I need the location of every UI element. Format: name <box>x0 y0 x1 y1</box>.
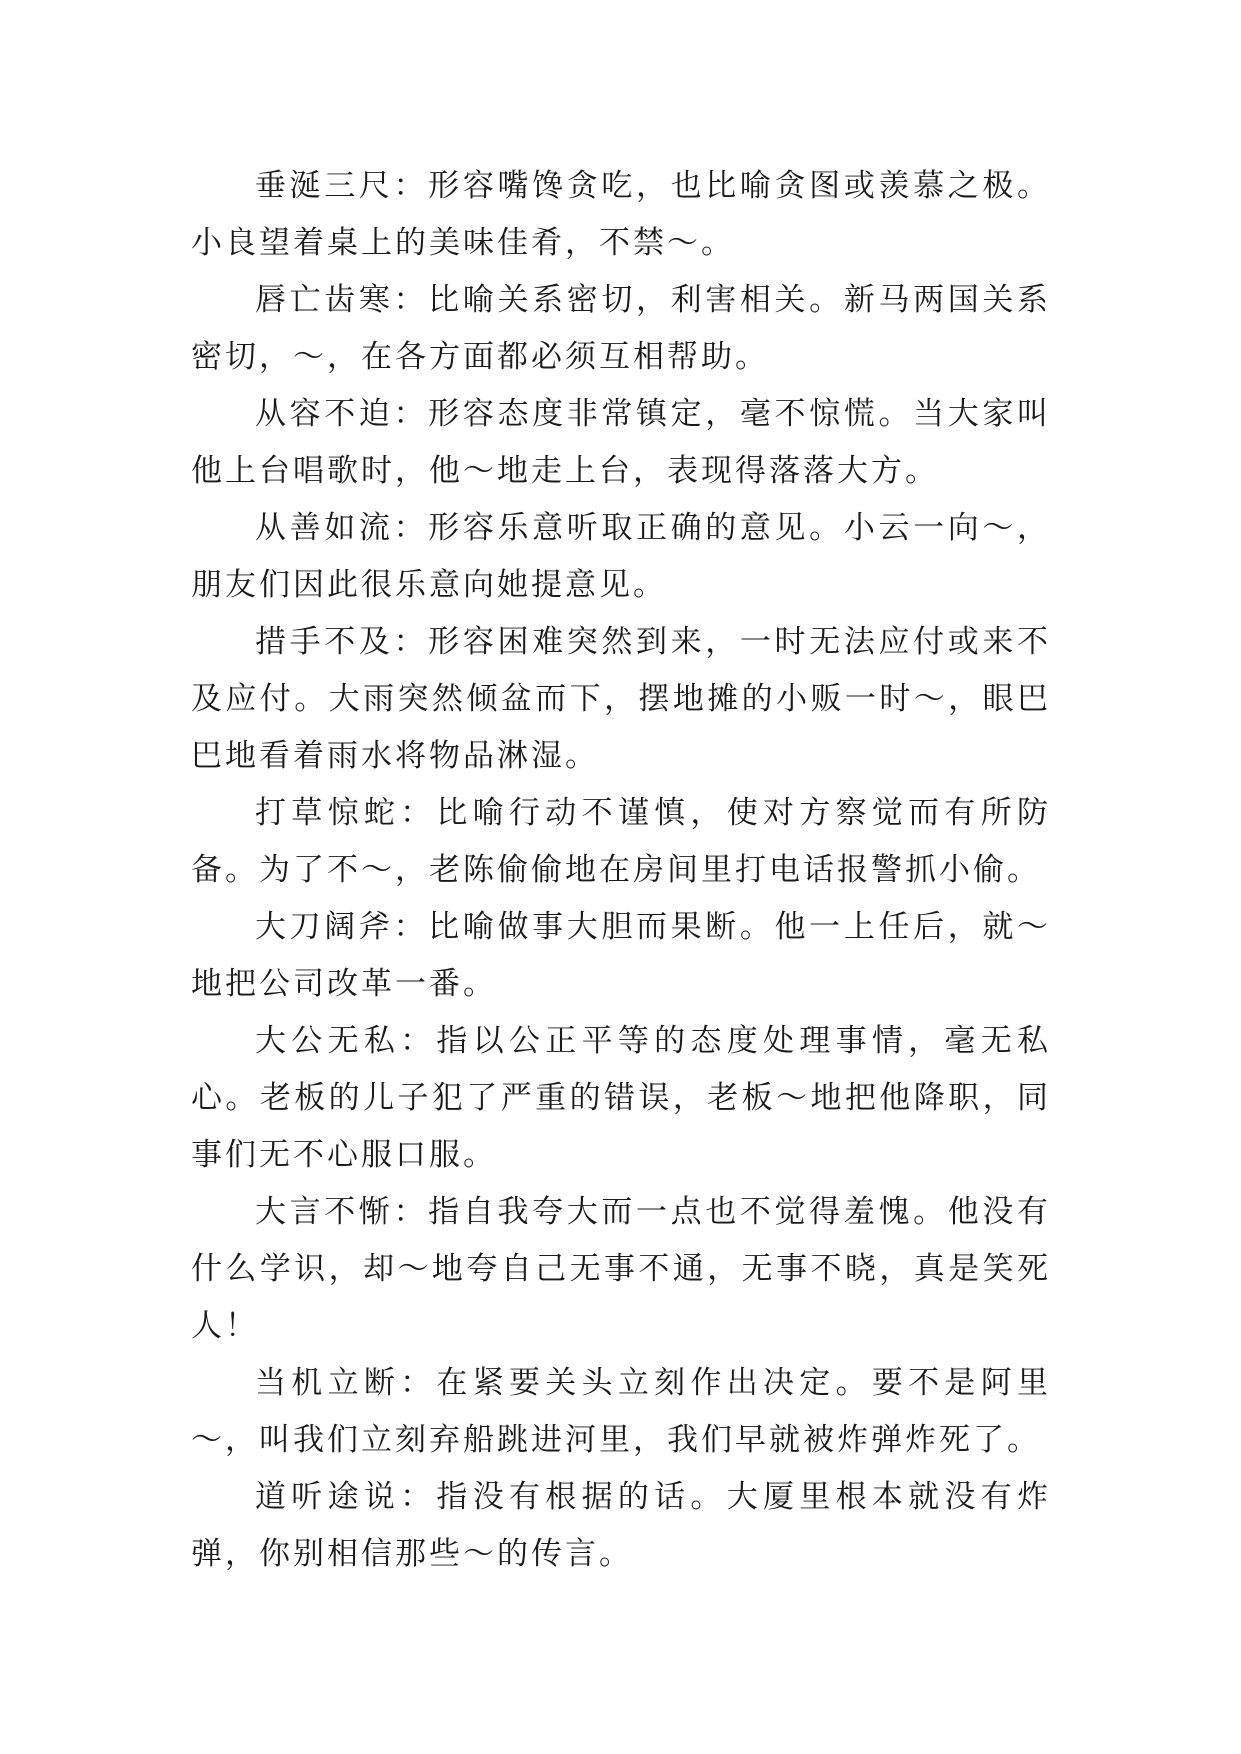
idiom-entry: 垂涎三尺：形容嘴馋贪吃，也比喻贪图或羡慕之极。小良望着桌上的美味佳肴，不禁～。 <box>191 168 1051 261</box>
idiom-entry: 从善如流：形容乐意听取正确的意见。小云一向～，朋友们因此很乐意向她提意见。 <box>191 510 1051 603</box>
idiom-entry: 大言不惭：指自我夸大而一点也不觉得羞愧。他没有什么学识，却～地夸自己无事不通，无事不晓，真是笑死人！ <box>191 1194 1051 1344</box>
idiom-entry: 当机立断：在紧要关头立刻作出决定。要不是阿里～，叫我们立刻弃船跳进河里，我们早就被炸弹炸死了。 <box>191 1365 1051 1458</box>
document-body <box>191 158 1051 1583</box>
idiom-entry: 唇亡齿寒：比喻关系密切，利害相关。新马两国关系密切，～，在各方面都必须互相帮助。 <box>191 282 1051 375</box>
idiom-entry: 道听途说：指没有根据的话。大厦里根本就没有炸弹，你别相信那些～的传言。 <box>191 1479 1051 1572</box>
idiom-entry: 从容不迫：形容态度非常镇定，毫不惊慌。当大家叫他上台唱歌时，他～地走上台，表现得落落大方。 <box>191 396 1051 489</box>
idiom-entry: 大刀阔斧：比喻做事大胆而果断。他一上任后，就～地把公司改革一番。 <box>191 909 1051 1002</box>
idiom-entry: 打草惊蛇：比喻行动不谨慎，使对方察觉而有所防备。为了不～，老陈偷偷地在房间里打电话报警抓小偷。 <box>191 795 1051 888</box>
idiom-entry: 大公无私：指以公正平等的态度处理事情，毫无私心。老板的儿子犯了严重的错误，老板～地把他降职，同事们无不心服口服。 <box>191 1023 1051 1173</box>
idiom-entry: 措手不及：形容困难突然到来，一时无法应付或来不及应付。大雨突然倾盆而下，摆地摊的小贩一时～，眼巴巴地看着雨水将物品淋湿。 <box>191 624 1051 774</box>
